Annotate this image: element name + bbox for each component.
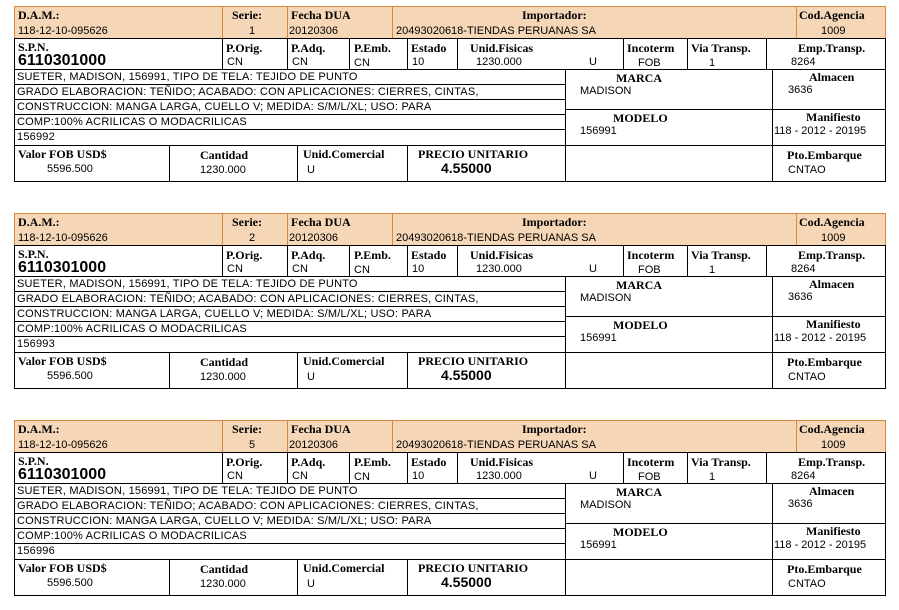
almacen-value: 3636	[788, 291, 813, 303]
unid-fisicas-cell	[457, 38, 624, 70]
p-orig-label: P.Orig.	[226, 455, 263, 469]
estado-cell	[407, 38, 458, 70]
spn-cell	[14, 245, 223, 277]
p-emb-label: P.Emb.	[354, 455, 391, 469]
marca-cell	[565, 69, 773, 110]
cantidad-cell	[169, 145, 298, 182]
cod-agencia-value: 1009	[821, 25, 846, 37]
marca-label: MARCA	[616, 278, 662, 292]
spn-cell	[14, 38, 223, 70]
via-transp-label: Via Transp.	[691, 248, 751, 262]
importador-label: Importador:	[522, 422, 587, 436]
spn-value: 6110301000	[18, 52, 107, 69]
blank-cell	[565, 145, 773, 182]
emp-transp-value: 8264	[791, 263, 816, 275]
fecha-dua-label: Fecha DUA	[291, 8, 351, 22]
via-transp-cell	[687, 452, 767, 484]
estado-value: 10	[412, 56, 425, 68]
unid-comercial-value: U	[307, 371, 315, 383]
incoterm-label: Incoterm	[627, 455, 675, 469]
dam-cell	[14, 213, 223, 246]
incoterm-value: FOB	[638, 57, 661, 69]
marca-cell	[565, 276, 773, 317]
unid-fisicas-value: 1230.000	[476, 470, 522, 482]
p-adq-label: P.Adq.	[291, 455, 326, 469]
almacen-label: Almacen	[809, 277, 855, 291]
serie-label: Serie:	[232, 8, 262, 22]
manifiesto-value: 118 - 2012 - 20195	[774, 332, 867, 344]
fecha-dua-value: 20120306	[289, 232, 338, 244]
dam-label: D.A.M.:	[18, 422, 60, 436]
almacen-value: 3636	[788, 84, 813, 96]
dua-record	[14, 420, 886, 600]
importador-label: Importador:	[522, 8, 587, 22]
emp-transp-cell	[766, 245, 886, 277]
manifiesto-cell	[772, 109, 886, 150]
estado-cell	[407, 245, 458, 277]
pto-embarque-value: CNTAO	[788, 578, 826, 590]
description-line: 156996	[14, 543, 566, 560]
importador-value: 20493020618-TIENDAS PERUANAS SA	[396, 232, 596, 244]
emp-transp-cell	[766, 452, 886, 484]
importador-label: Importador:	[522, 215, 587, 229]
serie-value: 5	[249, 439, 256, 451]
fecha-dua-cell	[287, 6, 393, 39]
unid-fisicas-cell	[457, 245, 624, 277]
estado-label: Estado	[411, 41, 447, 55]
via-transp-value: 1	[709, 471, 716, 483]
emp-transp-value: 8264	[791, 56, 816, 68]
dam-value: 118-12-10-095626	[18, 25, 108, 37]
valor-fob-value: 5596.500	[47, 370, 93, 382]
p-emb-cell	[349, 38, 408, 70]
manifiesto-cell	[772, 316, 886, 357]
emp-transp-cell	[766, 38, 886, 70]
p-orig-label: P.Orig.	[226, 41, 263, 55]
dam-cell	[14, 420, 223, 453]
via-transp-value: 1	[709, 57, 716, 69]
p-adq-cell	[287, 245, 350, 277]
cod-agencia-value: 1009	[821, 232, 846, 244]
modelo-cell	[565, 523, 773, 564]
fecha-dua-label: Fecha DUA	[291, 422, 351, 436]
estado-value: 10	[412, 470, 425, 482]
description-line: SUETER, MADISON, 156991, TIPO DE TELA: TEJIDO DE PUNTO	[14, 276, 566, 292]
description-line: COMP:100% ACRILICAS O MODACRILICAS	[14, 321, 566, 337]
modelo-cell	[565, 109, 773, 150]
importador-value: 20493020618-TIENDAS PERUANAS SA	[396, 25, 596, 37]
pto-embarque-value: CNTAO	[788, 371, 826, 383]
unid-comercial-label: Unid.Comercial	[303, 354, 385, 368]
p-emb-value: CN	[354, 264, 370, 276]
manifiesto-value: 118 - 2012 - 20195	[774, 125, 867, 137]
precio-unitario-label: PRECIO UNITARIO	[418, 147, 529, 161]
serie-cell	[222, 213, 288, 246]
valor-fob-cell	[14, 559, 170, 596]
modelo-value: 156991	[580, 332, 617, 344]
p-emb-label: P.Emb.	[354, 248, 391, 262]
valor-fob-value: 5596.500	[47, 577, 93, 589]
description-line: CONSTRUCCION: MANGA LARGA, CUELLO V; MEDIDA: S/M/L/XL; USO: PARA	[14, 306, 566, 322]
serie-cell	[222, 6, 288, 39]
valor-fob-label: Valor FOB USD$	[18, 561, 107, 575]
cod-agencia-cell	[796, 213, 886, 246]
modelo-label: MODELO	[613, 111, 668, 125]
almacen-cell	[772, 69, 886, 110]
estado-label: Estado	[411, 455, 447, 469]
modelo-label: MODELO	[613, 525, 668, 539]
fecha-dua-label: Fecha DUA	[291, 215, 351, 229]
unid-comercial-cell	[297, 145, 408, 182]
valor-fob-label: Valor FOB USD$	[18, 354, 107, 368]
incoterm-value: FOB	[638, 471, 661, 483]
description-line: SUETER, MADISON, 156991, TIPO DE TELA: TEJIDO DE PUNTO	[14, 483, 566, 499]
description-line: COMP:100% ACRILICAS O MODACRILICAS	[14, 114, 566, 130]
cantidad-value: 1230.000	[200, 578, 246, 590]
unid-comercial-cell	[297, 559, 408, 596]
fecha-dua-cell	[287, 213, 393, 246]
unid-comercial-label: Unid.Comercial	[303, 147, 385, 161]
unid-fisicas-label: Unid.Fisicas	[470, 248, 534, 262]
almacen-label: Almacen	[809, 484, 855, 498]
emp-transp-label: Emp.Transp.	[798, 455, 866, 469]
serie-label: Serie:	[232, 215, 262, 229]
p-adq-value: CN	[292, 470, 308, 482]
precio-unitario-cell	[407, 559, 566, 596]
dam-value: 118-12-10-095626	[18, 232, 108, 244]
estado-value: 10	[412, 263, 425, 275]
importador-cell	[392, 213, 797, 246]
blank-cell	[565, 559, 773, 596]
cantidad-cell	[169, 559, 298, 596]
manifiesto-cell	[772, 523, 886, 564]
precio-unitario-label: PRECIO UNITARIO	[418, 561, 529, 575]
unid-fisicas-cell	[457, 452, 624, 484]
marca-value: MADISON	[580, 499, 632, 511]
incoterm-cell	[623, 452, 688, 484]
almacen-label: Almacen	[809, 70, 855, 84]
serie-value: 1	[249, 25, 256, 37]
p-emb-value: CN	[354, 471, 370, 483]
dam-value: 118-12-10-095626	[18, 439, 108, 451]
serie-cell	[222, 420, 288, 453]
unid-comercial-label: Unid.Comercial	[303, 561, 385, 575]
manifiesto-value: 118 - 2012 - 20195	[774, 539, 867, 551]
p-orig-value: CN	[227, 263, 243, 275]
precio-unitario-cell	[407, 145, 566, 182]
p-orig-cell	[222, 245, 288, 277]
fecha-dua-value: 20120306	[289, 439, 338, 451]
via-transp-cell	[687, 245, 767, 277]
cantidad-cell	[169, 352, 298, 389]
incoterm-value: FOB	[638, 264, 661, 276]
p-adq-cell	[287, 38, 350, 70]
p-orig-value: CN	[227, 56, 243, 68]
serie-label: Serie:	[232, 422, 262, 436]
pto-embarque-cell	[772, 145, 886, 182]
modelo-value: 156991	[580, 125, 617, 137]
spn-value: 6110301000	[18, 259, 107, 276]
manifiesto-label: Manifiesto	[806, 524, 861, 538]
p-orig-value: CN	[227, 470, 243, 482]
cantidad-label: Cantidad	[200, 148, 249, 162]
via-transp-value: 1	[709, 264, 716, 276]
fecha-dua-cell	[287, 420, 393, 453]
marca-label: MARCA	[616, 71, 662, 85]
dua-record	[14, 213, 886, 393]
marca-label: MARCA	[616, 485, 662, 499]
cod-agencia-cell	[796, 420, 886, 453]
fecha-dua-value: 20120306	[289, 25, 338, 37]
unid-fisicas-unit: U	[589, 56, 597, 68]
p-orig-cell	[222, 452, 288, 484]
valor-fob-value: 5596.500	[47, 163, 93, 175]
unid-comercial-value: U	[307, 578, 315, 590]
almacen-cell	[772, 483, 886, 524]
cod-agencia-cell	[796, 6, 886, 39]
importador-cell	[392, 6, 797, 39]
description-line: 156993	[14, 336, 566, 353]
incoterm-label: Incoterm	[627, 248, 675, 262]
unid-comercial-value: U	[307, 164, 315, 176]
p-emb-cell	[349, 452, 408, 484]
cantidad-label: Cantidad	[200, 562, 249, 576]
precio-unitario-cell	[407, 352, 566, 389]
blank-cell	[565, 352, 773, 389]
almacen-value: 3636	[788, 498, 813, 510]
dua-record	[14, 6, 886, 186]
dam-label: D.A.M.:	[18, 215, 60, 229]
modelo-value: 156991	[580, 539, 617, 551]
unid-fisicas-value: 1230.000	[476, 263, 522, 275]
valor-fob-label: Valor FOB USD$	[18, 147, 107, 161]
manifiesto-label: Manifiesto	[806, 110, 861, 124]
via-transp-label: Via Transp.	[691, 41, 751, 55]
cantidad-label: Cantidad	[200, 355, 249, 369]
incoterm-cell	[623, 38, 688, 70]
emp-transp-value: 8264	[791, 470, 816, 482]
description-line: CONSTRUCCION: MANGA LARGA, CUELLO V; MEDIDA: S/M/L/XL; USO: PARA	[14, 513, 566, 529]
p-orig-label: P.Orig.	[226, 248, 263, 262]
pto-embarque-label: Pto.Embarque	[787, 355, 862, 369]
cod-agencia-label: Cod.Agencia	[799, 422, 865, 436]
spn-value: 6110301000	[18, 466, 107, 483]
spn-cell	[14, 452, 223, 484]
modelo-cell	[565, 316, 773, 357]
unid-fisicas-label: Unid.Fisicas	[470, 41, 534, 55]
spn-label: S.P.N.	[18, 247, 49, 261]
p-adq-label: P.Adq.	[291, 248, 326, 262]
valor-fob-cell	[14, 352, 170, 389]
description-line: 156992	[14, 129, 566, 146]
p-adq-label: P.Adq.	[291, 41, 326, 55]
description-line: CONSTRUCCION: MANGA LARGA, CUELLO V; MEDIDA: S/M/L/XL; USO: PARA	[14, 99, 566, 115]
marca-value: MADISON	[580, 292, 632, 304]
description-line: SUETER, MADISON, 156991, TIPO DE TELA: TEJIDO DE PUNTO	[14, 69, 566, 85]
p-emb-value: CN	[354, 57, 370, 69]
emp-transp-label: Emp.Transp.	[798, 248, 866, 262]
valor-fob-cell	[14, 145, 170, 182]
description-line: GRADO ELABORACION: TEÑIDO; ACABADO: CON APLICACIONES: CIERRES, CINTAS,	[14, 84, 566, 100]
cod-agencia-value: 1009	[821, 439, 846, 451]
unid-fisicas-unit: U	[589, 470, 597, 482]
importador-value: 20493020618-TIENDAS PERUANAS SA	[396, 439, 596, 451]
pto-embarque-value: CNTAO	[788, 164, 826, 176]
spn-label: S.P.N.	[18, 454, 49, 468]
manifiesto-label: Manifiesto	[806, 317, 861, 331]
pto-embarque-label: Pto.Embarque	[787, 562, 862, 576]
cantidad-value: 1230.000	[200, 164, 246, 176]
precio-unitario-value: 4.55000	[441, 367, 492, 383]
emp-transp-label: Emp.Transp.	[798, 41, 866, 55]
precio-unitario-value: 4.55000	[441, 574, 492, 590]
incoterm-cell	[623, 245, 688, 277]
pto-embarque-cell	[772, 352, 886, 389]
description-line: COMP:100% ACRILICAS O MODACRILICAS	[14, 528, 566, 544]
dam-label: D.A.M.:	[18, 8, 60, 22]
cantidad-value: 1230.000	[200, 371, 246, 383]
p-orig-cell	[222, 38, 288, 70]
dam-cell	[14, 6, 223, 39]
marca-value: MADISON	[580, 85, 632, 97]
description-line: GRADO ELABORACION: TEÑIDO; ACABADO: CON APLICACIONES: CIERRES, CINTAS,	[14, 291, 566, 307]
estado-label: Estado	[411, 248, 447, 262]
p-emb-cell	[349, 245, 408, 277]
modelo-label: MODELO	[613, 318, 668, 332]
via-transp-cell	[687, 38, 767, 70]
almacen-cell	[772, 276, 886, 317]
p-adq-value: CN	[292, 56, 308, 68]
via-transp-label: Via Transp.	[691, 455, 751, 469]
cod-agencia-label: Cod.Agencia	[799, 215, 865, 229]
estado-cell	[407, 452, 458, 484]
marca-cell	[565, 483, 773, 524]
serie-value: 2	[249, 232, 256, 244]
importador-cell	[392, 420, 797, 453]
p-adq-cell	[287, 452, 350, 484]
precio-unitario-value: 4.55000	[441, 160, 492, 176]
unid-comercial-cell	[297, 352, 408, 389]
pto-embarque-cell	[772, 559, 886, 596]
p-adq-value: CN	[292, 263, 308, 275]
p-emb-label: P.Emb.	[354, 41, 391, 55]
pto-embarque-label: Pto.Embarque	[787, 148, 862, 162]
precio-unitario-label: PRECIO UNITARIO	[418, 354, 529, 368]
unid-fisicas-unit: U	[589, 263, 597, 275]
cod-agencia-label: Cod.Agencia	[799, 8, 865, 22]
spn-label: S.P.N.	[18, 40, 49, 54]
description-line: GRADO ELABORACION: TEÑIDO; ACABADO: CON APLICACIONES: CIERRES, CINTAS,	[14, 498, 566, 514]
unid-fisicas-value: 1230.000	[476, 56, 522, 68]
incoterm-label: Incoterm	[627, 41, 675, 55]
unid-fisicas-label: Unid.Fisicas	[470, 455, 534, 469]
